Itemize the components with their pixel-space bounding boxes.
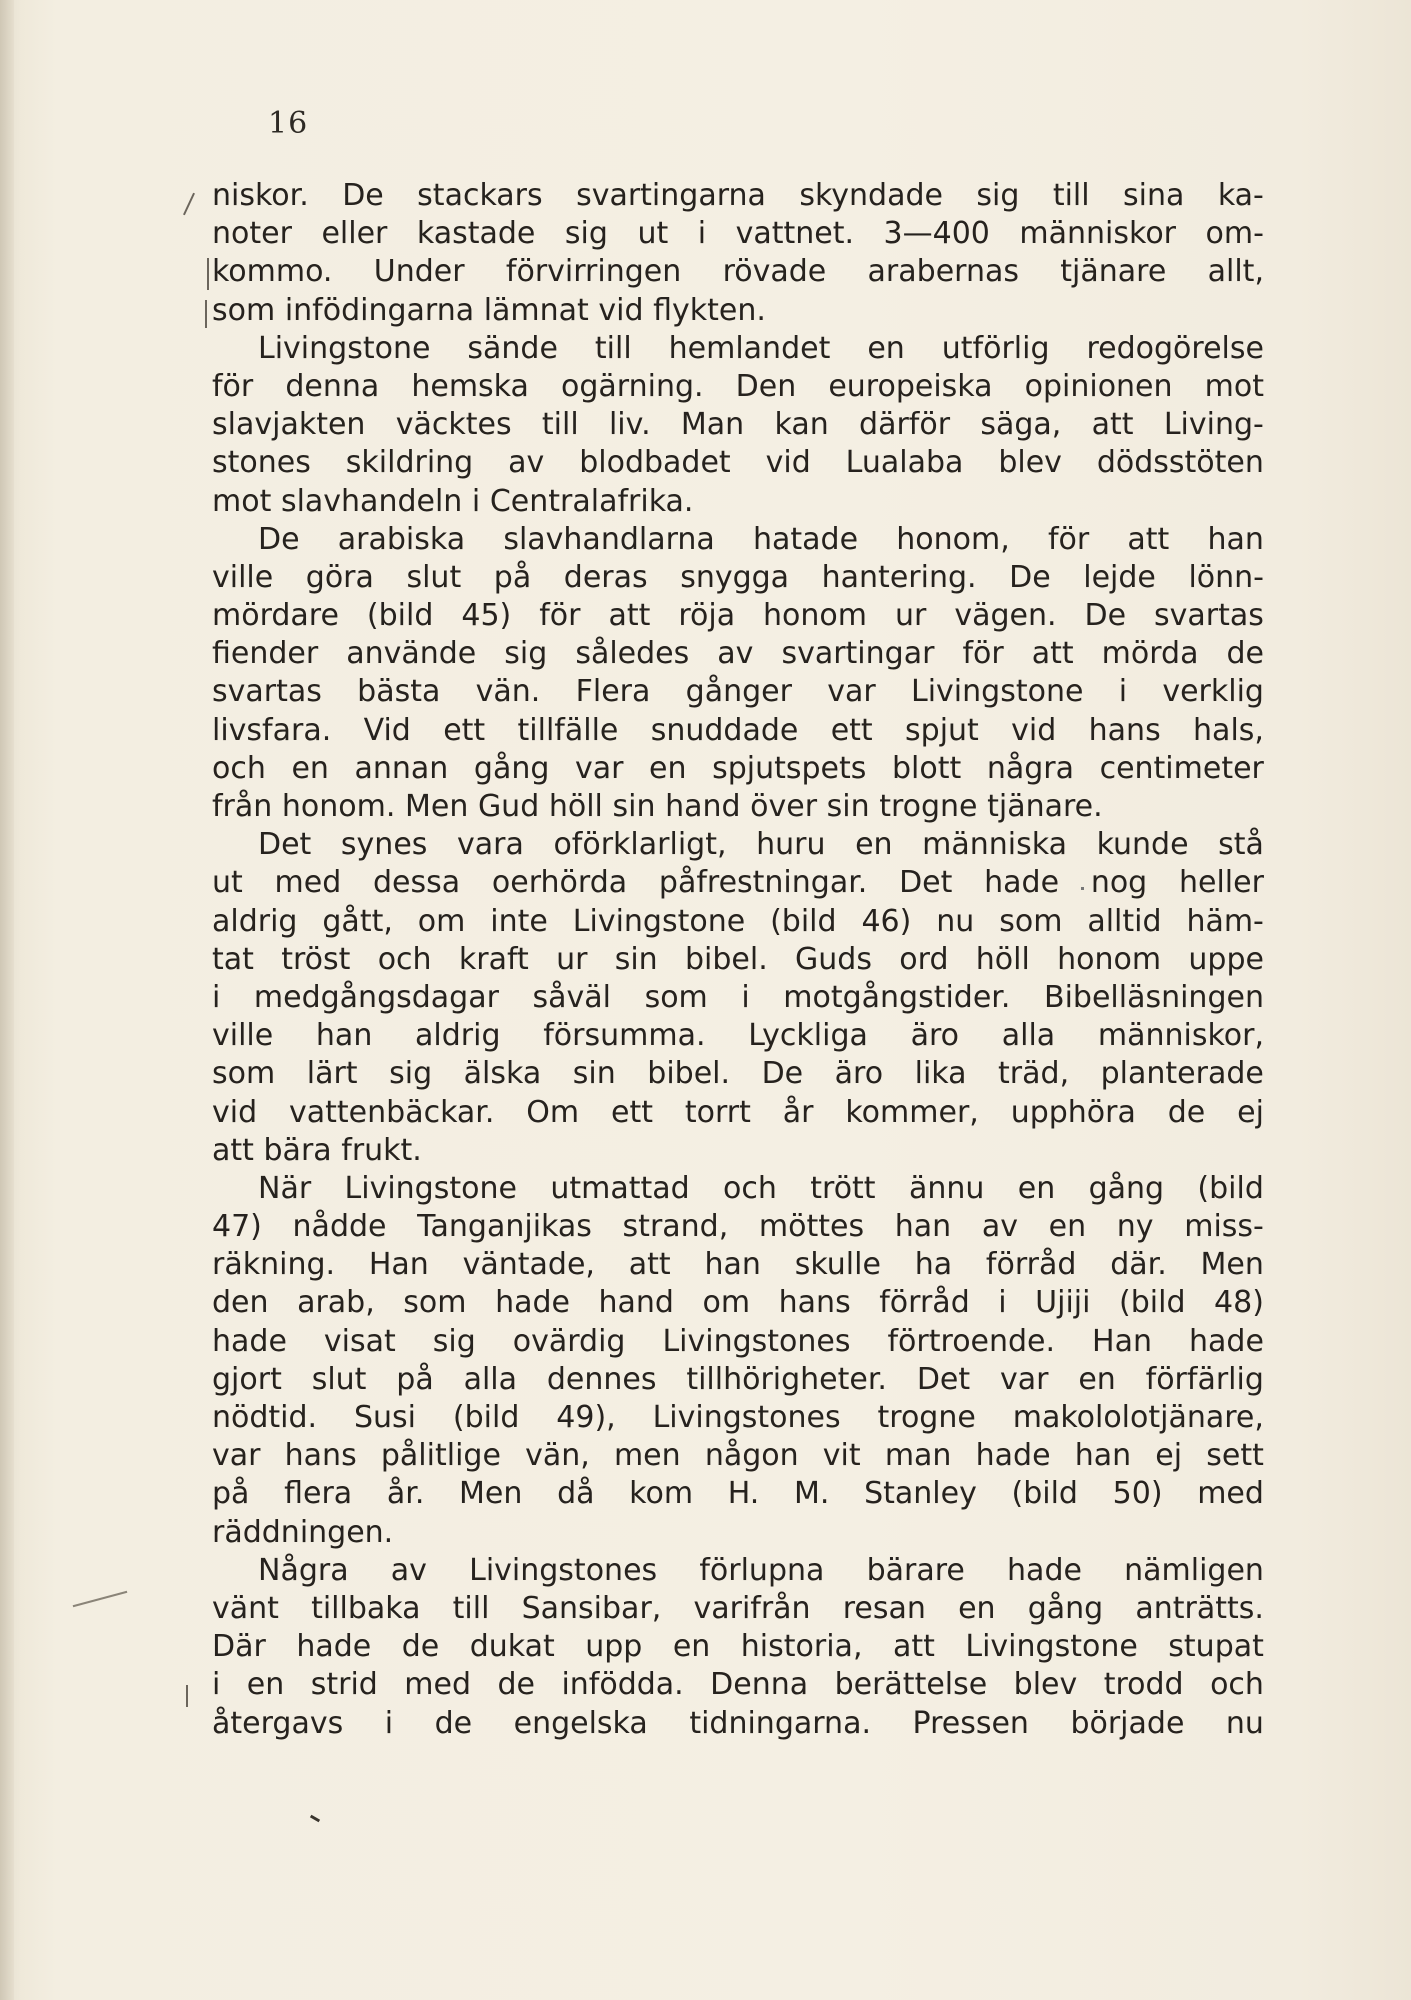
text-line: räkning. Han väntade, att han skulle ha förråd där. Men xyxy=(212,1247,1264,1283)
text-line: noter eller kastade sig ut i vattnet. 3—400 människor om- xyxy=(212,216,1264,252)
text-line: aldrig gått, om inte Livingstone (bild 46) nu som alltid häm- xyxy=(212,903,1264,939)
text-line: som infödingarna lämnat vid flykten. xyxy=(212,292,766,328)
text-line: ville han aldrig försumma. Lyckliga äro alla människor, xyxy=(212,1018,1264,1054)
margin-mark xyxy=(73,1591,128,1607)
text-line: De arabiska slavhandlarna hatade honom, för att han xyxy=(258,521,1264,557)
text-line: fiender använde sig således av svartingar för att mörda de xyxy=(212,636,1264,672)
text-line: som lärt sig älska sin bibel. De äro lika träd, planterade xyxy=(212,1056,1264,1092)
text-line: stones skildring av blodbadet vid Lualaba blev dödsstöten xyxy=(212,445,1264,481)
text-line: slavjakten väcktes till liv. Man kan därför säga, att Living- xyxy=(212,407,1264,443)
ink-speck xyxy=(310,1815,320,1823)
text-line: 47) nådde Tanganjikas strand, möttes han av en ny miss- xyxy=(212,1209,1264,1245)
text-line: Det synes vara oförklarligt, huru en människa kunde stå xyxy=(258,827,1264,863)
text-line: När Livingstone utmattad och trött ännu en gång (bild xyxy=(258,1170,1264,1206)
text-line: svartas bästa vän. Flera gånger var Livingstone i verklig xyxy=(212,674,1264,710)
text-line: från honom. Men Gud höll sin hand över sin trogne tjänare. xyxy=(212,789,1103,824)
page-number: 16 xyxy=(268,106,309,141)
paragraph xyxy=(212,1170,1264,1552)
margin-mark xyxy=(205,300,207,328)
text-line: kommo. Under förvirringen rövade arabernas tjänare allt, xyxy=(212,254,1264,290)
text-line: Livingstone sände till hemlandet en utförlig redogörelse xyxy=(258,330,1264,366)
text-line: gjort slut på alla dennes tillhörigheter. Det var en förfärlig xyxy=(212,1361,1264,1397)
text-line: Där hade de dukat upp en historia, att Livingstone stupat xyxy=(212,1629,1264,1665)
paragraph xyxy=(212,330,1264,521)
text-line: ut med dessa oerhörda påfrestningar. Det hade nog heller xyxy=(212,865,1264,901)
paragraph xyxy=(212,177,1264,330)
margin-mark xyxy=(186,1685,188,1707)
ink-speck xyxy=(1081,887,1084,890)
body-text xyxy=(212,177,1264,1743)
text-line: och en annan gång var en spjutspets blott några centimeter xyxy=(212,750,1264,786)
text-line: att bära frukt. xyxy=(212,1132,422,1168)
margin-mark xyxy=(183,193,195,216)
page-gutter xyxy=(0,0,14,2000)
text-line: i en strid med de infödda. Denna berättelse blev trodd och xyxy=(212,1667,1264,1703)
text-line: hade visat sig ovärdig Livingstones förtroende. Han hade xyxy=(212,1323,1264,1359)
paragraph xyxy=(212,826,1264,1170)
text-line: i medgångsdagar såväl som i motgångstider. Bibelläsningen xyxy=(212,979,1264,1015)
text-line: vid vattenbäckar. Om ett torrt år kommer, upphöra de ej xyxy=(212,1094,1264,1130)
text-line: Några av Livingstones förlupna bärare hade nämligen xyxy=(258,1552,1264,1588)
text-line: för denna hemska ogärning. Den europeiska opinionen mot xyxy=(212,368,1264,404)
text-line: tat tröst och kraft ur sin bibel. Guds ord höll honom uppe xyxy=(212,941,1264,977)
text-line: den arab, som hade hand om hans förråd i Ujiji (bild 48) xyxy=(212,1285,1264,1321)
text-line: räddningen. xyxy=(212,1514,394,1550)
text-line: på flera år. Men då kom H. M. Stanley (bild 50) med xyxy=(212,1476,1264,1512)
text-line: ville göra slut på deras snygga hantering. De lejde lönn- xyxy=(212,559,1264,595)
text-line: vänt tillbaka till Sansibar, varifrån resan en gång anträtts. xyxy=(212,1590,1264,1626)
text-line: återgavs i de engelska tidningarna. Pressen började nu xyxy=(212,1705,1264,1741)
text-line: mördare (bild 45) för att röja honom ur vägen. De svartas xyxy=(212,598,1264,634)
text-line: niskor. De stackars svartingarna skyndade sig till sina ka- xyxy=(212,178,1264,213)
paragraph xyxy=(212,521,1264,827)
text-line: mot slavhandeln i Centralafrika. xyxy=(212,483,694,519)
text-line: livsfara. Vid ett tillfälle snuddade ett spjut vid hans hals, xyxy=(212,712,1264,748)
margin-mark xyxy=(207,258,209,290)
paragraph xyxy=(212,1552,1264,1743)
text-line: var hans pålitlige vän, men någon vit man hade han ej sett xyxy=(212,1438,1264,1474)
text-line: nödtid. Susi (bild 49), Livingstones trogne makololotjänare, xyxy=(212,1400,1264,1435)
